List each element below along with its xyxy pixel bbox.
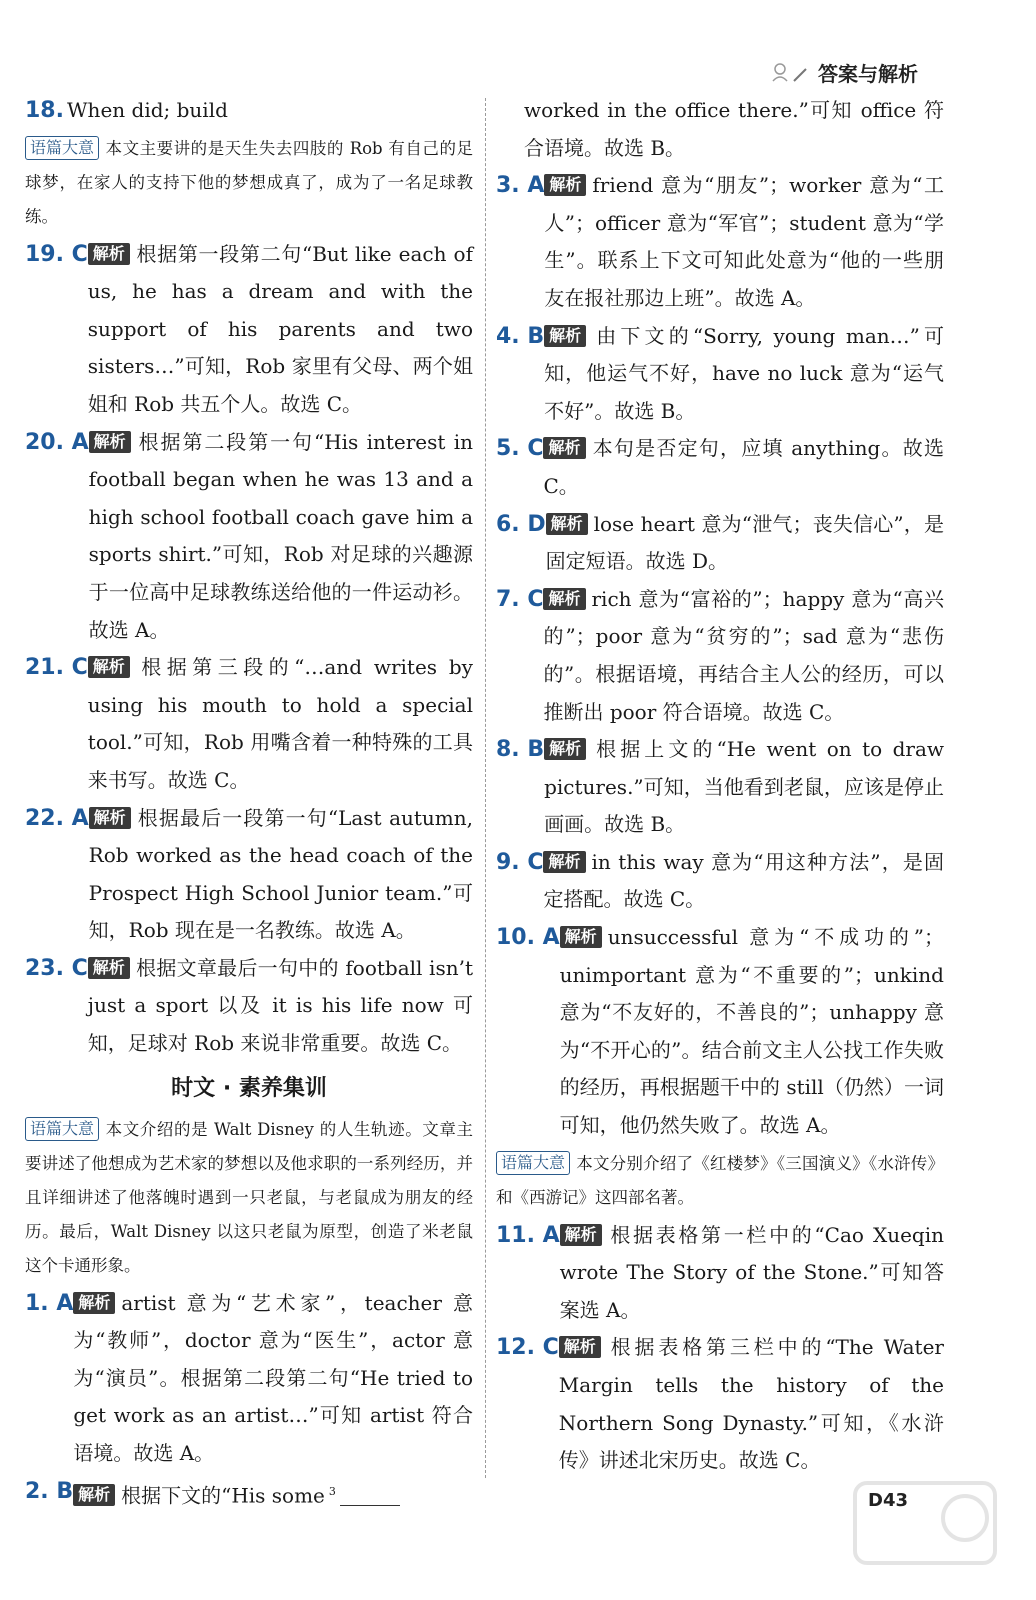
analysis-tag: 解析 (543, 851, 585, 873)
answer-18 (25, 92, 473, 130)
summary-tag: 语篇大意 (25, 136, 99, 160)
answer-text: lose heart 意为“泄气；丧失信心”，是固定短语。故选 D。 (545, 511, 944, 574)
analysis-tag: 解析 (546, 513, 588, 535)
question-number: 19. C (25, 241, 88, 267)
question-number: 23. C (25, 955, 88, 981)
passage-summary-2 (25, 1113, 473, 1283)
passage-summary-3 (496, 1147, 944, 1215)
analysis-tag: 解析 (544, 738, 586, 760)
analysis-tag: 解析 (544, 325, 586, 347)
analysis-tag: 解析 (89, 807, 131, 829)
answer-text: 根据最后一段第一句“Last autumn, Rob worked as the head coach of the Prospect High School Junior team.”可知，Rob 现在是一名教练。故选 A。 (88, 805, 473, 943)
note-icon (770, 61, 810, 85)
summary-text: 本文分别介绍了《红楼梦》《三国演义》《水浒传》和《西游记》这四部名著。 (496, 1153, 944, 1207)
answer-text: worked in the office there.”可知 office 符合语境。故选 B。 (524, 98, 944, 160)
question-number: 20. A (25, 429, 89, 455)
question-number: 3. A (496, 173, 545, 199)
answer-7 (496, 581, 944, 731)
answer-19 (25, 236, 473, 424)
answer-22 (25, 800, 473, 950)
answer-12 (496, 1329, 944, 1479)
answer-8 (496, 731, 944, 844)
footnote-mark: 3 (328, 1484, 336, 1498)
answer-text: 根据下文的“His some (121, 1483, 325, 1508)
section-title: 时文 · 素养集训 (171, 1075, 327, 1101)
answer-text: rich 意为“富裕的”；happy 意为“高兴的”；poor 意为“贫穷的”；sad 意为“悲伤的”。根据语境，再结合主人公的经历，可以推断出 poor 符合语境。故选 C。 (543, 586, 944, 724)
left-column (25, 92, 473, 1515)
analysis-tag: 解析 (73, 1484, 115, 1506)
answer-2-continued (496, 92, 944, 167)
analysis-tag: 解析 (88, 957, 130, 979)
fill-line (340, 1485, 400, 1506)
question-number: 11. A (496, 1222, 560, 1248)
summary-text: 本文介绍的是 Walt Disney 的人生轨迹。文章主要讲述了他想成为艺术家的梦想以及他求职的一系列经历，并且详细讲述了他落魄时遇到一只老鼠，与老鼠成为朋友的经历。最后，Walt Disney 以这只老鼠为原型，创造了米老鼠这个卡通形象。 (25, 1119, 473, 1275)
answer-text: 根据第三段的“…and writes by using his mouth to hold a special tool.”可知，Rob 用嘴含着一种特殊的工具来书写。故选 C。 (87, 655, 473, 792)
answer-text: 根据文章最后一句中的 football isn’t just a sport 以及 it is his life now 可知，足球对 Rob 来说非常重要。故选 C。 (87, 955, 473, 1056)
summary-tag: 语篇大意 (496, 1151, 570, 1175)
analysis-tag: 解析 (559, 1336, 601, 1358)
watermark-icon (850, 1478, 1000, 1568)
answer-1 (25, 1285, 473, 1473)
analysis-tag: 解析 (543, 588, 585, 610)
answer-20 (25, 424, 473, 650)
question-number: 7. C (496, 586, 544, 612)
answer-text: friend 意为“朋友”；worker 意为“工人”；officer 意为“军官”；student 意为“学生”。联系上下文可知此处意为“他的一些朋友在报社那边上班”。故选 A。 (544, 173, 944, 310)
analysis-tag: 解析 (560, 1224, 602, 1246)
question-number: 9. C (496, 849, 544, 875)
answer-6 (496, 506, 944, 581)
analysis-tag: 解析 (544, 174, 586, 196)
answer-text: 根据第一段第二句“But like each of us, he has a dream and with the support of his parents and two sisters…”可知，Rob 家里有父母、两个姐姐和 Rob 共五个人。故选 C。 (87, 241, 473, 416)
answer-text: 根据上文的“He went on to draw pictures.”可知，当他看到老鼠，应该是停止画画。故选 B。 (544, 737, 944, 837)
question-number: 18. (25, 98, 64, 123)
summary-tag: 语篇大意 (25, 1117, 99, 1141)
passage-summary-1 (25, 132, 473, 234)
question-number: 5. C (496, 436, 544, 462)
answer-21 (25, 649, 473, 799)
answer-2 (25, 1473, 473, 1515)
analysis-tag: 解析 (543, 437, 585, 459)
answer-text: 根据第二段第一句“His interest in football began when he was 13 and a high school football coach gave him a sports shirt.”可知，Rob 对足球的兴趣源于一位高中足球教练送给他的一件运动衫。故选 A。 (88, 429, 473, 642)
page-header (770, 58, 918, 87)
header-title: 答案与解析 (818, 62, 918, 86)
question-number: 22. A (25, 805, 89, 831)
answer-text: in this way 意为“用这种方法”，是固定搭配。故选 C。 (543, 849, 944, 912)
answer-4 (496, 318, 944, 431)
analysis-tag: 解析 (89, 431, 131, 453)
answer-5 (496, 430, 944, 505)
answer-text: 本句是否定句，应填 anything。故选 C。 (543, 436, 944, 498)
summary-text: 本文主要讲的是天生失去四肢的 Rob 有自己的足球梦，在家人的支持下他的梦想成真了，成为了一名足球教练。 (25, 138, 473, 226)
answer-3 (496, 167, 944, 317)
question-number: 10. A (496, 925, 560, 951)
answer-10 (496, 919, 944, 1145)
analysis-tag: 解析 (73, 1292, 115, 1314)
question-number: 1. A (25, 1290, 74, 1316)
question-number: 21. C (25, 655, 88, 681)
answer-text: 由下文的“Sorry, young man…”可知，他运气不好，have no luck 意为“运气不好”。故选 B。 (544, 323, 944, 423)
answer-text: 根据表格第一栏中的“Cao Xueqin wrote The Story of the Stone.”可知答案选 A。 (559, 1222, 944, 1322)
question-number: 2. B (25, 1478, 74, 1504)
analysis-tag: 解析 (560, 926, 602, 948)
answer-text: 根据表格第三栏中的“The Water Margin tells the history of the Northern Song Dynasty.”可知，《水浒传》讲述北宋历史。故选 C。 (558, 1335, 944, 1473)
question-number: 6. D (496, 511, 546, 537)
analysis-tag: 解析 (88, 656, 130, 678)
answer-23 (25, 950, 473, 1063)
question-number: 4. B (496, 323, 545, 349)
question-number: 12. C (496, 1335, 559, 1361)
question-number: 8. B (496, 737, 545, 763)
answer-text: artist 意为“艺术家”，teacher 意为“教师”，doctor 意为“医生”，actor 意为“演员”。根据第二段第二句“He tried to get work as an artist…”可知 artist 符合语境。故选 A。 (73, 1290, 473, 1466)
answer-text: When did; build (67, 98, 228, 122)
page-number: D43 (868, 1490, 908, 1511)
right-column (496, 92, 944, 1480)
answer-9 (496, 844, 944, 919)
column-divider (485, 98, 486, 1478)
answer-text: unsuccessful 意为“不成功的”；unimportant 意为“不重要的”；unkind 意为“不友好的，不善良的”；unhappy 意为“不开心的”。结合前文主人公找工作失败的经历，再根据题干中的 still（仍然）一词可知，他仍然失败了。故选 A。 (559, 925, 944, 1138)
answer-11 (496, 1217, 944, 1330)
analysis-tag: 解析 (88, 243, 130, 265)
